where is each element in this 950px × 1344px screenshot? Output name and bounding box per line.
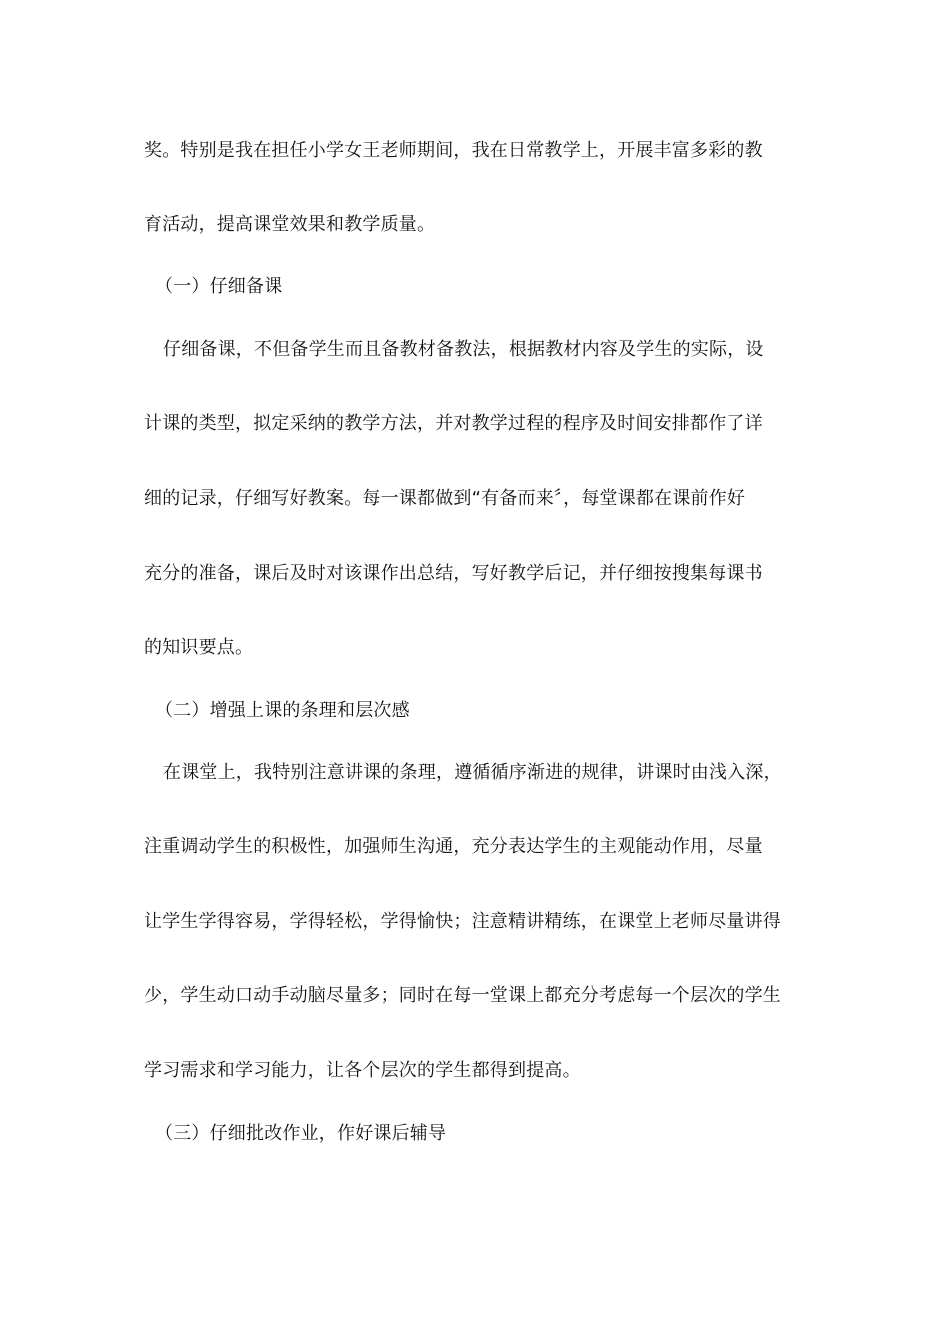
paragraph-line: 学习需求和学习能力，让各个层次的学生都得到提高。 [144,1060,581,1081]
paragraph-line: 育活动，提高课堂效果和教学质量。 [144,214,436,235]
paragraph-line: 让学生学得容易，学得轻松，学得愉快；注意精讲精练，在课堂上老师尽量讲得 [144,911,781,932]
paragraph-line: 少，学生动口动手动脑尽量多；同时在每一堂课上都充分考虑每一个层次的学生 [144,985,781,1006]
paragraph-line: 细的记录，仔细写好教案。每一课都做到“有备而来〞，每堂课都在课前作好 [144,488,746,509]
paragraph-line: 计课的类型，拟定采纳的教学方法，并对教学过程的程序及时间安排都作了详 [144,413,763,434]
section-heading: （一）仔细备课 [155,276,283,297]
paragraph-line: 注重调动学生的积极性，加强师生沟通，充分表达学生的主观能动作用，尽量 [144,836,763,857]
paragraph-line: 充分的准备，课后及时对该课作出总结，写好教学后记，并仔细按搜集每课书 [144,563,763,584]
paragraph-line: 奖。特别是我在担任小学女王老师期间，我在日常教学上，开展丰富多彩的教 [144,140,763,161]
paragraph-line: 仔细备课，不但备学生而且备教材备教法，根据教材内容及学生的实际，设 [163,339,764,360]
section-heading: （三）仔细批改作业，作好课后辅导 [155,1123,447,1144]
paragraph-line: 的知识要点。 [144,637,254,658]
section-heading: （二）增强上课的条理和层次感 [155,700,410,721]
paragraph-line: 在课堂上，我特别注意讲课的条理，遵循循序渐进的规律，讲课时由浅入深， [163,762,782,783]
